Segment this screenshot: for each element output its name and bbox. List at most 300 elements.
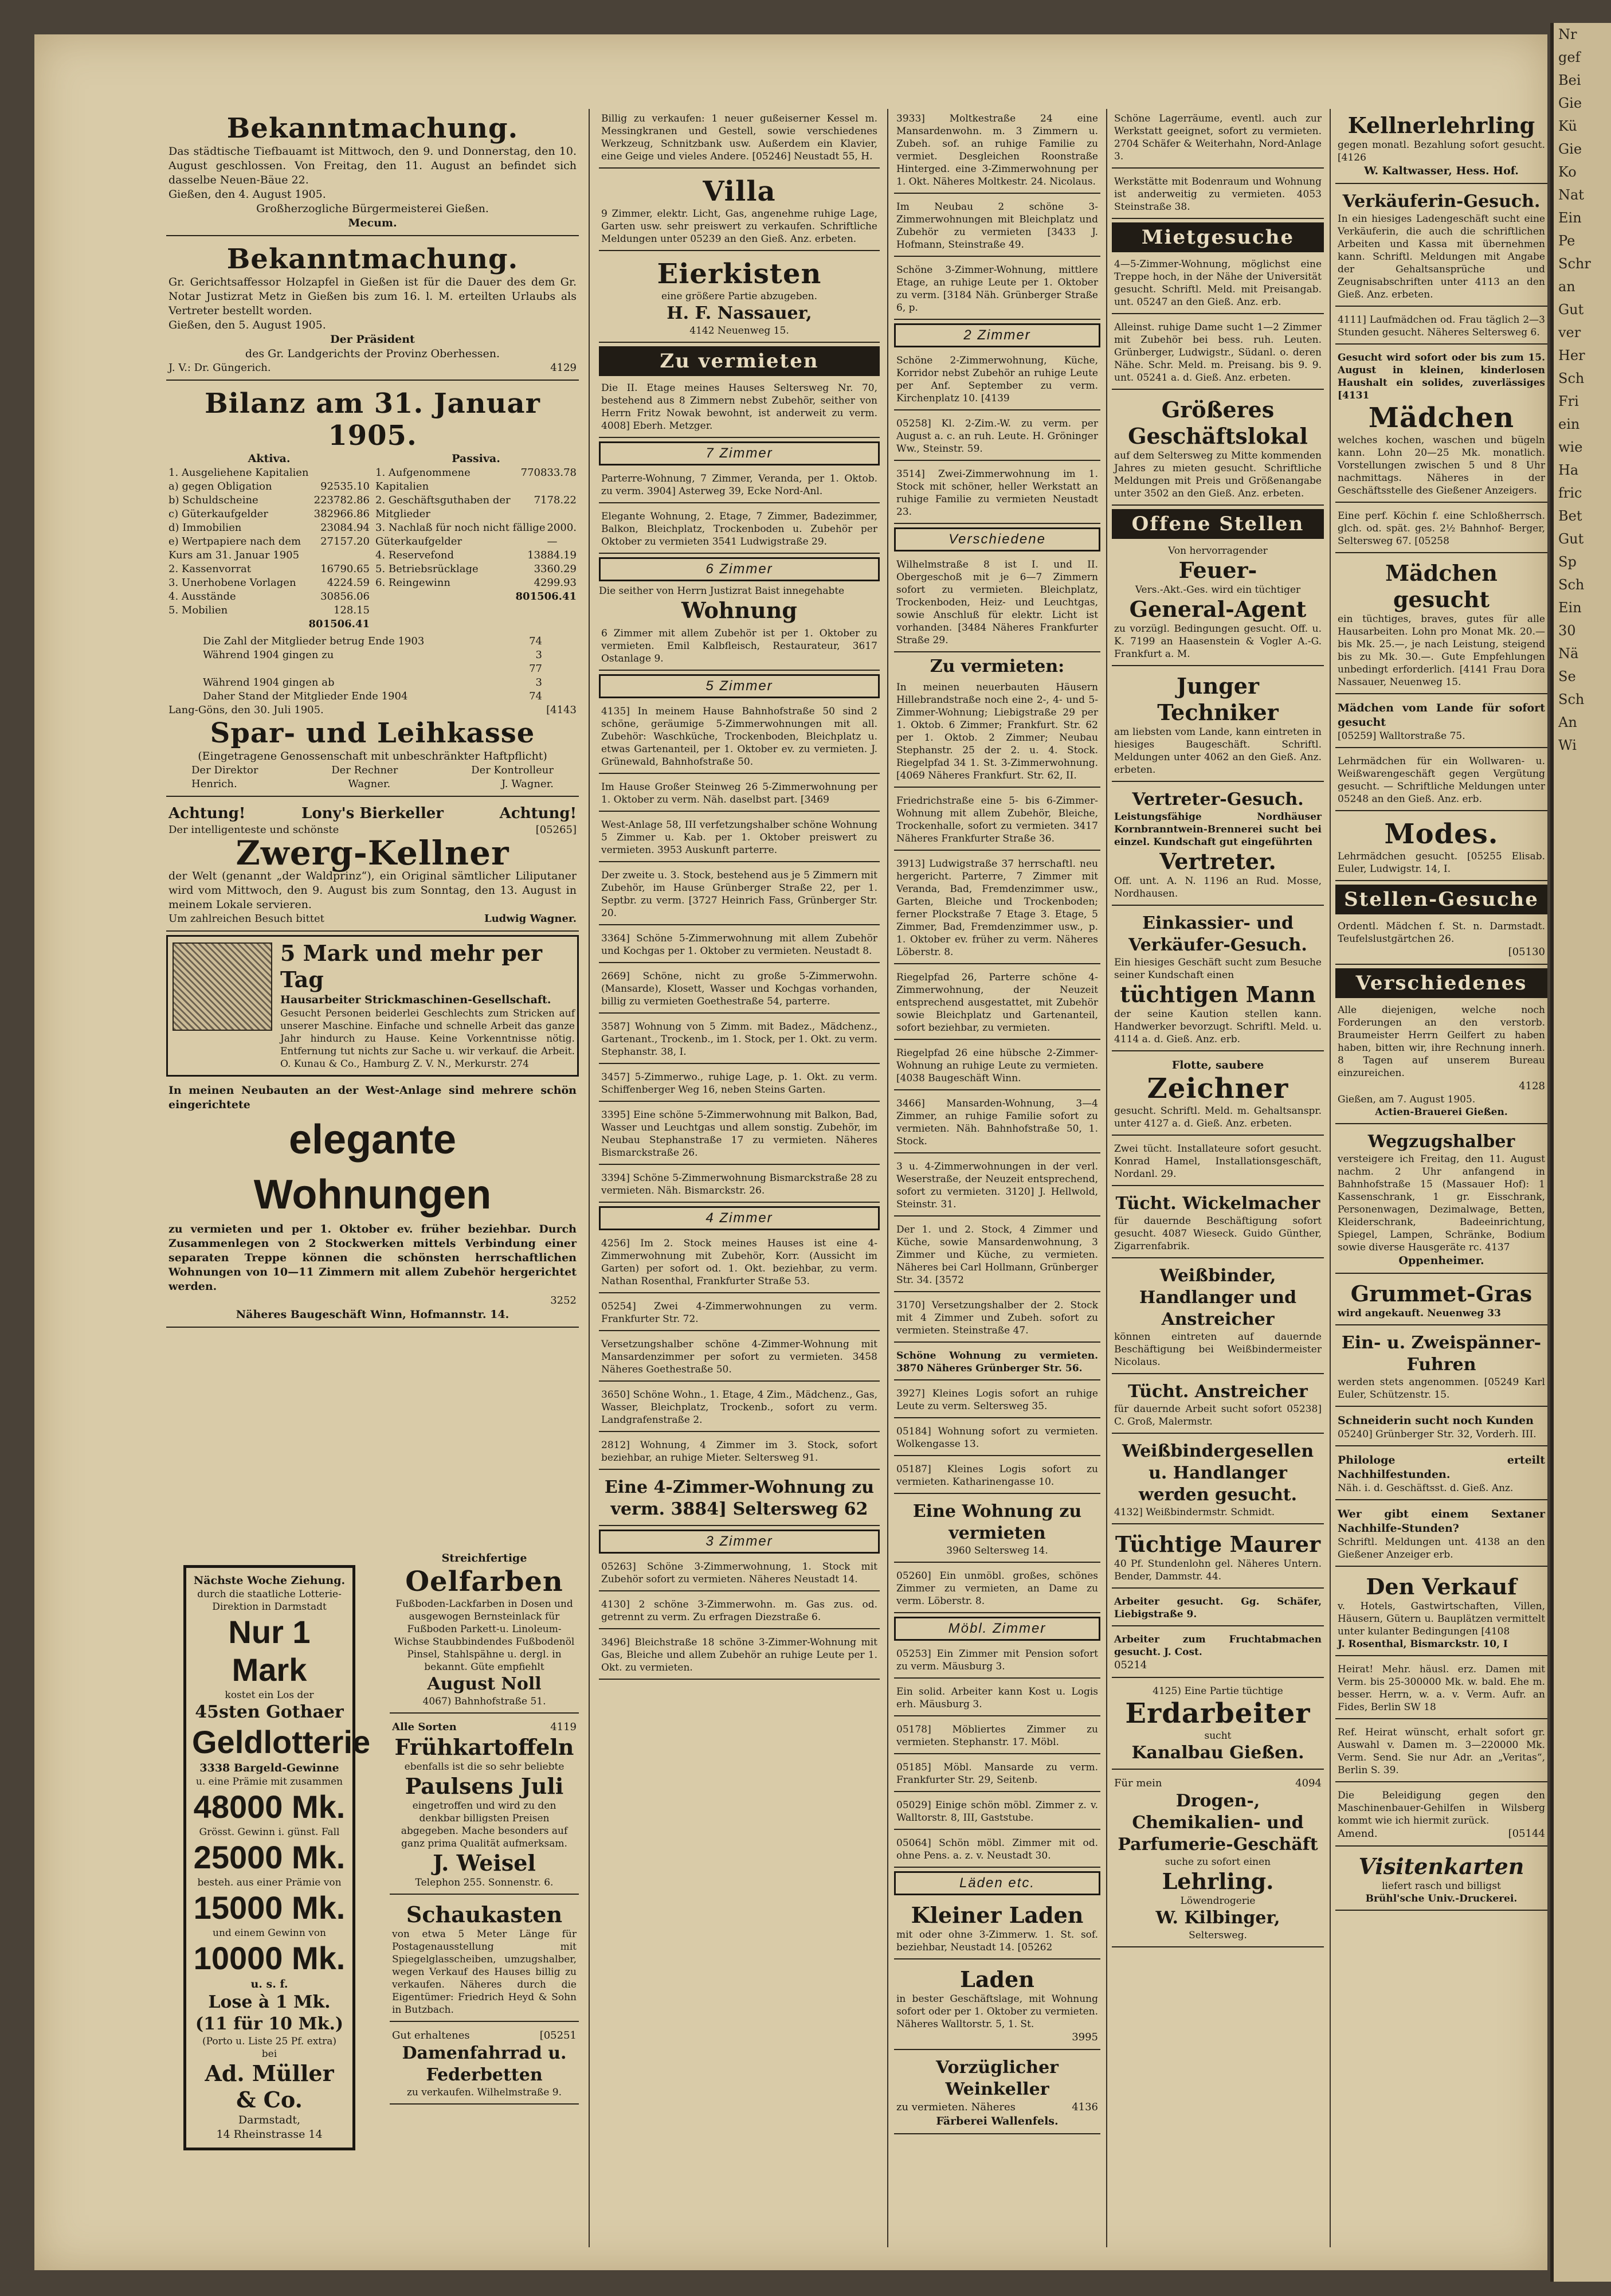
ad-text: am liebsten vom Lande, kann eintreten in hiesiges Baugeschäft. Schriftl. Meldungen unter 4062 an den Gieß. Anz. erbeten. bbox=[1114, 726, 1322, 776]
ad-signature: Näheres Baugeschäft Winn, Hofmannstr. 14. bbox=[236, 1308, 509, 1321]
ad-text: auf dem Seltersweg zu Mitte kommenden Jahres zu mieten gesucht. Schriftliche Meldungen mit Preis und Größenangabe unter 3502 an den Gieß. Anz. erbeten. bbox=[1114, 450, 1322, 499]
ad-text: Für mein bbox=[1114, 1777, 1162, 1789]
ad-firm: W. Kilbinger, bbox=[1155, 1908, 1280, 1928]
classified-ad: Versetzungshalber schöne 4-Zimmer-Wohnung mit Mansardenzimmer per sofort zu vermieten. 3458 Näheres Goethestraße 50. bbox=[599, 1335, 880, 1382]
lottery-text: und einem Gewinn von bbox=[213, 1927, 326, 1939]
ad-headline: Weißbinder, Handlanger und Anstreicher bbox=[1139, 1266, 1297, 1329]
ledger-label: 4. Ausstände bbox=[168, 590, 236, 603]
ad-fuhren bbox=[1335, 1329, 1547, 1407]
ad-text: in bester Geschäftslage, mit Wohnung sofort oder per 1. Oktober zu vermieten. Näheres Walltorstr. 5, 1. St. bbox=[896, 1993, 1098, 2030]
ledger-row bbox=[375, 466, 577, 494]
ad-text: In ein hiesiges Ladengeschäft sucht eine Verkäuferin, die auch die schriftlichen Arbeiten und Kassa mit übernehmen kann. Schriftl. Meldungen mit Angabe der Gehaltsansprüche und Zeugnisabschriften unter 4113 an den Gieß. Anz. erbeten. bbox=[1338, 213, 1545, 300]
classified-ad: 05258] Kl. 2-Zim.-W. zu verm. per August a. c. an ruh. Leute. H. Gröninger Ww., Steinstr. 59. bbox=[894, 414, 1100, 461]
ledger-label: e) Wertpapiere nach dem Kurs am 31. Januar 1905 bbox=[168, 535, 301, 561]
ad-headline: Junger Techniker bbox=[1157, 673, 1279, 725]
ad-grummet bbox=[1335, 1277, 1547, 1325]
ad-number: [05144 bbox=[1508, 1828, 1545, 1840]
facing-page-fragment: an bbox=[1558, 279, 1575, 295]
classified-ad: 05185] Möbl. Mansarde zu verm. Frankfurter Str. 29, Seitenb. bbox=[894, 1758, 1100, 1792]
facing-page-fragment: Bet bbox=[1558, 508, 1582, 524]
classified-ad: Schöne Wohnung zu vermieten. 3870 Näheres Grünberger Str. 56. bbox=[894, 1346, 1100, 1380]
ad-headline: Erdarbeiter bbox=[1125, 1697, 1311, 1730]
ledger-value: 30856.06 bbox=[320, 590, 370, 603]
ad-eierkisten bbox=[599, 255, 880, 343]
notice-signature: Der Präsident bbox=[330, 333, 415, 346]
classified-ad: Ref. Heirat wünscht, erhalt sofort gr. Auswahl v. Damen m. 3—220000 Mk. Verm. Send. Sie nur Adr. an „Veritas“, Berlin S. 39. bbox=[1335, 1723, 1547, 1782]
classified-ad: 05178] Möbliertes Zimmer zu vermieten. Stephanstr. 17. Möbl. bbox=[894, 1720, 1100, 1754]
facing-page-fragment: Nä bbox=[1558, 646, 1579, 662]
ad-headline: Lehrling. bbox=[1162, 1868, 1274, 1894]
facing-page-fragment: 30 bbox=[1558, 623, 1576, 639]
ad-zwerg-kellner bbox=[166, 800, 579, 932]
classified-ad: Der 1. und 2. Stock, 4 Zimmer und Küche, sowie Mansardenwohnung, 3 Zimmer und Küche, zu vermieten. Näheres bei Carl Hollmann, Grünberger Str. 34. [3572 bbox=[894, 1220, 1100, 1292]
ad-headline: Oelfarben bbox=[405, 1566, 563, 1598]
classified-ad: 3927] Kleines Logis sofort an ruhige Leute zu verm. Seltersweg 35. bbox=[894, 1384, 1100, 1418]
ad-text: Seltersweg. bbox=[1189, 1930, 1247, 1941]
lottery-price: Nur 1 Mark bbox=[228, 1614, 311, 1688]
facing-page-fragment: Gut bbox=[1558, 302, 1584, 318]
section-header-offene-stellen: Offene Stellen bbox=[1112, 509, 1324, 539]
ad-text: Hausarbeiter Strickmaschinen-Gesellschaft. bbox=[280, 994, 551, 1006]
ad-text: 4132] Weißbindermstr. Schmidt. bbox=[1114, 1507, 1275, 1518]
ad-vertreter bbox=[1112, 785, 1324, 906]
ad-headline: Philologe erteilt Nachhilfestunden. bbox=[1338, 1454, 1545, 1481]
ad-zeichner bbox=[1112, 1055, 1324, 1136]
ad-firm: August Noll bbox=[427, 1674, 542, 1694]
ad-modes bbox=[1335, 815, 1547, 881]
classified-ad bbox=[1335, 917, 1547, 965]
lottery-text: u. s. f. bbox=[250, 1978, 288, 1990]
ad-anstreicher bbox=[1112, 1378, 1324, 1434]
ledger-row bbox=[375, 494, 577, 521]
ad-headline: Kellnerlehrling bbox=[1347, 112, 1535, 138]
balance-title: Bilanz am 31. Januar 1905. bbox=[205, 388, 540, 452]
ledger-row bbox=[168, 521, 370, 535]
notice-title: Bekanntmachung. bbox=[226, 112, 519, 144]
ad-text: für dauernde Beschäftigung sofort gesucht. 4087 Wieseck. Guido Günther, Zigarrenfabrik. bbox=[1114, 1215, 1322, 1252]
facing-page-fragment: Pe bbox=[1558, 233, 1575, 249]
ledger-row bbox=[168, 466, 370, 480]
ad-text: Flotte, saubere bbox=[1171, 1059, 1264, 1071]
ad-headline: Villa bbox=[703, 175, 776, 208]
ad-text: gesucht. Schriftl. Meld. m. Gehaltsanspr. unter 4127 a. d. Gieß. Anz. erbeten. bbox=[1114, 1105, 1322, 1129]
lottery-text: besteh. aus einer Prämie von bbox=[197, 1877, 342, 1888]
classified-ad: Der zweite u. 3. Stock, bestehend aus je 5 Zimmern mit Zubehör, im Hause Grünberger Straße 22, per 1. Septbr. zu verm. [3727 Heinrich Fass, Grünberger Str. 20. bbox=[599, 866, 880, 925]
ad-laden bbox=[894, 1963, 1100, 2050]
ad-headline: Schaukasten bbox=[406, 1902, 563, 1927]
ad-text: [05259] Walltorstraße 75. bbox=[1338, 730, 1465, 742]
ad-text: Alle diejenigen, welche noch Forderungen an den verstorb. Braumeister Herrn Geilfert zu haben haben, bitten wir, ihre Rechnung innerh. 8 Tagen auf unserem Bureau einzureichen. bbox=[1338, 1004, 1545, 1079]
column-rule bbox=[589, 109, 590, 2247]
ad-text: Leistungsfähige Nordhäuser Kornbranntwein-Brennerei sucht bei einzel. Kundschaft gut eingeführten bbox=[1114, 811, 1322, 848]
ad-headline: Paulsens Juli bbox=[405, 1773, 564, 1799]
ad-text: zu vermieten und per 1. Oktober ev. früher beziehbar. Durch Zusammenlegen von 2 Stockwerken mittels Verbindung einer separaten Treppe können die schönsten herrschaftlichen Wohnungen von 10—11 Zimmern mit allem Zubehör hergerichtet werden. bbox=[168, 1223, 577, 1293]
ad-firm: H. F. Nassauer, bbox=[667, 303, 812, 323]
ledger-value: 3 bbox=[535, 676, 542, 689]
notice-title: Bekanntmachung. bbox=[226, 243, 519, 275]
facing-page-fragment: ein bbox=[1558, 416, 1580, 432]
facing-page-fragment: An bbox=[1558, 714, 1577, 730]
ad-headline: Zu vermieten: bbox=[930, 656, 1065, 676]
ledger-value: 27157.20 bbox=[320, 535, 370, 547]
ad-headline: Einkassier- und Verkäufer-Gesuch. bbox=[1128, 913, 1307, 955]
ad-text: welches kochen, waschen und bügeln kann. Lohn 20—25 Mk. monatlich. Vorstellungen zwischen 5 und 8 Uhr nachmittags. Näheres in der Geschäftsstelle des Gießener Anzeigers. bbox=[1338, 435, 1545, 496]
ad-weissbinder bbox=[1112, 1262, 1324, 1374]
passiva-sum: 801506.41 bbox=[515, 590, 577, 603]
ledger-row bbox=[203, 635, 542, 648]
ledger-label: d) Immobilien bbox=[168, 522, 242, 534]
classified-ad: 3364] Schöne 5-Zimmerwohnung mit allem Zubehör und Kochgas per 1. Oktober zu vermieten. Neustadt 8. bbox=[599, 929, 880, 963]
ad-text: In meinen Neubauten an der West-Anlage sind mehrere schön eingerichtete bbox=[168, 1084, 577, 1111]
ad-headline: Drogen-, Chemikalien- und Parfumerie-Geschäft bbox=[1118, 1791, 1318, 1855]
ad-text: Schriftl. Meldungen unt. 4138 an den Gießener Anzeiger erb. bbox=[1338, 1536, 1545, 1560]
ledger-label: Die Zahl der Mitglieder betrug Ende 1903 bbox=[203, 635, 425, 647]
ad-text: 05240] Grünberger Str. 32, Vorderh. III. bbox=[1338, 1429, 1536, 1440]
spar-title: Spar- und Leihkasse bbox=[210, 717, 535, 749]
classified-ad: 05253] Ein Zimmer mit Pension sofort zu verm. Mäusburg 3. bbox=[894, 1644, 1100, 1679]
ad-headline: Vorzüglicher Weinkeller bbox=[936, 2058, 1059, 2099]
classified-ad: Ein solid. Arbeiter kann Kost u. Logis erh. Mäusburg 3. bbox=[894, 1682, 1100, 1716]
classified-ad: Schöne 2-Zimmerwohnung, Küche, Korridor nebst Zubehör an ruhige Leute per Anf. September zu verm. Kirchenplatz 10. [4139 bbox=[894, 351, 1100, 410]
ledger-row bbox=[168, 604, 370, 617]
ad-text: der seine Kaution stellen kann. Handwerker bevorzugt. Schriftl. Meld. u. 4114 a. d. Gieß. Anz. erb. bbox=[1114, 1008, 1322, 1045]
ad-text: Die Beleidigung gegen den Maschinenbauer-Gehilfen in Wilsberg kommt wie ich hiermit zurück. bbox=[1338, 1790, 1545, 1826]
ledger-label: Während 1904 gingen ab bbox=[203, 676, 335, 689]
lottery-heading: Nächste Woche Ziehung. bbox=[193, 1574, 346, 1587]
ledger-value: 92535.10 bbox=[320, 480, 370, 492]
subsection-3-zimmer: 3 Zimmer bbox=[599, 1530, 880, 1554]
ad-text: liefert rasch und billigst bbox=[1382, 1880, 1501, 1892]
classified-ad: 3170] Versetzungshalber der 2. Stock mit 4 Zimmer und Zubeh. sofort zu vermieten. Steinstraße 47. bbox=[894, 1296, 1100, 1343]
ad-text: Streichfertige bbox=[441, 1552, 527, 1564]
member-count-list bbox=[203, 635, 542, 703]
ad-text: zu vermieten. Näheres bbox=[896, 2101, 1016, 2113]
classified-ad: Riegelpfad 26 eine hübsche 2-Zimmer-Wohnung an ruhige Leute zu vermieten. [4038 Baugeschäft Winn. bbox=[894, 1043, 1100, 1090]
ad-headline: Ein- u. Zweispänner-Fuhren bbox=[1341, 1333, 1542, 1375]
classified-ad: Elegante Wohnung, 2. Etage, 7 Zimmer, Badezimmer, Balkon, Bleichplatz, Trockenboden u. Zubehör per Oktober zu vermieten 3541 Ludwigstraße 29. bbox=[599, 507, 880, 554]
ad-sextaner bbox=[1335, 1504, 1547, 1567]
ledger-label: 5. Betriebsrücklage bbox=[375, 563, 479, 575]
ledger-label: 1. Aufgenommene Kapitalien bbox=[375, 467, 471, 492]
subsection-6-zimmer: 6 Zimmer bbox=[599, 557, 880, 581]
ad-headline: Tücht. Anstreicher bbox=[1128, 1382, 1308, 1402]
lottery-amount: 25000 Mk. bbox=[193, 1839, 346, 1875]
section-header-stellen-gesuche: Stellen-Gesuche bbox=[1335, 885, 1547, 914]
ad-beleidigung bbox=[1335, 1786, 1547, 1847]
ad-number: 4128 bbox=[1519, 1080, 1545, 1092]
ad-kartoffeln bbox=[390, 1717, 579, 1895]
section-header-mietgesuche: Mietgesuche bbox=[1112, 222, 1324, 252]
aktiva-list bbox=[168, 466, 370, 617]
ad-text: Gesucht wird sofort oder bis zum 15. August in kleinen, kinderlosen Haushalt ein solides, zuverlässiges [4131 bbox=[1338, 352, 1545, 401]
ad-headline: tüchtigen Mann bbox=[1120, 981, 1316, 1007]
ad-headline: Schneiderin sucht noch Kunden bbox=[1338, 1414, 1534, 1427]
classified-ad: 4135] In meinem Hause Bahnhofstraße 50 sind 2 schöne, geräumige 5-Zimmerwohnungen mit all. Zubehör: Waschküche, Trockenboden, Bleichplatz u. etwas Gartenanteil, per 1. Oktober ev. zu vermieten. J. Grünewald, Bahnhofstraße 50. bbox=[599, 702, 880, 774]
ad-headline: General-Agent bbox=[1129, 596, 1307, 622]
ad-headline: Damenfahrrad u. Federbetten bbox=[402, 2043, 567, 2085]
facing-page-fragment: Wi bbox=[1558, 737, 1577, 753]
classified-ad: 05187] Kleines Logis sofort zu vermieten. Katharinengasse 10. bbox=[894, 1460, 1100, 1494]
ledger-label: c) Güterkaufgelder bbox=[168, 508, 268, 520]
ad-text: können eintreten auf dauernde Beschäftigung bei Weißbindermeister Nicolaus. bbox=[1114, 1331, 1322, 1368]
classified-ad: Lehrmädchen für ein Wollwaren- u. Weißwarengeschäft gegen Vergütung gesucht. — Schriftliche Meldungen unter 05248 an den Gieß. Anz. erb. bbox=[1335, 752, 1547, 811]
ad-headline: Wohnung bbox=[681, 597, 797, 623]
ad-philologe bbox=[1335, 1450, 1547, 1500]
column-5 bbox=[1335, 109, 1547, 2247]
ad-maedchen bbox=[1335, 348, 1547, 503]
lottery-title: Geldlotterie bbox=[192, 1724, 371, 1760]
ledger-label: 3. Unerhobene Vorlagen bbox=[168, 577, 296, 589]
ad-headline: Kleiner Laden bbox=[911, 1902, 1084, 1928]
ad-firm: Kanalbau Gießen. bbox=[1131, 1743, 1304, 1763]
ad-text: Telephon 255. Sonnenstr. 6. bbox=[415, 1877, 554, 1888]
ledger-row bbox=[168, 507, 370, 521]
ledger-label: 1. Ausgeliehene Kapitalien bbox=[168, 467, 309, 479]
balance-place: Lang-Göns, den 30. Juli 1905. bbox=[168, 704, 324, 716]
ad-headline: Den Verkauf bbox=[1366, 1574, 1517, 1599]
ledger-label: Während 1904 gingen zu bbox=[203, 649, 334, 661]
ledger-value: 16790.65 bbox=[320, 563, 370, 575]
ledger-value: 3 bbox=[535, 649, 542, 661]
ad-firm: Oppenheimer. bbox=[1398, 1254, 1484, 1267]
ad-headline: Tüchtige Maurer bbox=[1115, 1531, 1321, 1557]
ledger-row bbox=[168, 535, 370, 562]
notice-place: Gießen, den 4. August 1905. bbox=[168, 188, 326, 201]
ad-villa bbox=[599, 172, 880, 251]
ad-headline: Feuer- bbox=[1178, 557, 1257, 583]
ad-headline: Vertreter-Gesuch. bbox=[1132, 789, 1304, 809]
ad-general-agent bbox=[1112, 541, 1324, 666]
facing-page-fragment: Gut bbox=[1558, 531, 1584, 547]
classified-ad: 3395] Eine schöne 5-Zimmerwohnung mit Balkon, Bad, Wasser und Leuchtgas und allem sonstig. Zubehör, im Neubau Stephanstraße 17 zu vermieten. Näheres Bismarckstraße 26. bbox=[599, 1105, 880, 1165]
ledger-row bbox=[375, 576, 577, 590]
ledger-label: 6. Reingewinn bbox=[375, 577, 450, 589]
ad-signature: Ludwig Wagner. bbox=[484, 913, 577, 925]
ad-techniker bbox=[1112, 670, 1324, 782]
role-label: Der Direktor bbox=[191, 764, 258, 776]
notice-text: Das städtische Tiefbauamt ist Mittwoch, den 9. und Donnerstag, den 10. August geschlossen. Von Freitag, den 11. August an befindet sich dasselbe Neuen-Bäue 22. bbox=[168, 145, 577, 186]
ledger-row bbox=[375, 549, 577, 562]
classified-ad bbox=[894, 1497, 1100, 1563]
classified-ad: 3457] 5-Zimmerwo., ruhige Lage, p. 1. Okt. zu verm. Schiffenberger Weg 16, neben Steins Garten. bbox=[599, 1067, 880, 1102]
classified-ad: 3 u. 4-Zimmerwohnungen in der verl. Weserstraße, der Neuzeit entsprechend, sofort zu vermieten. 3120] J. Hellwold, Steinstr. 31. bbox=[894, 1157, 1100, 1217]
role-name: Henrich. bbox=[191, 778, 237, 790]
classified-ad: 3514] Zwei-Zimmerwohnung im 1. Stock mit schöner, heller Werkstatt an ruhige Familie zu vermieten Neustadt 23. bbox=[894, 464, 1100, 524]
ad-number: [05251 bbox=[539, 2029, 577, 2041]
ad-number: 4094 bbox=[1295, 1777, 1322, 1789]
facing-page-fragment: Bei bbox=[1558, 72, 1581, 88]
ad-number: 3252 bbox=[550, 1294, 577, 1307]
notice-signature: J. V.: Dr. Güngerich. bbox=[168, 362, 271, 374]
section-header-verschiedenes: Verschiedenes bbox=[1335, 968, 1547, 998]
ledger-row bbox=[168, 480, 370, 494]
classified-ad: 4130] 2 schöne 3-Zimmerwohn. m. Gas zus. od. getrennt zu verm. Zu erfragen Diezstraße 6. bbox=[599, 1595, 880, 1629]
ad-kellnerlehrling bbox=[1335, 109, 1547, 184]
classified-ad: Parterre-Wohnung, 7 Zimmer, Veranda, per 1. Oktob. zu verm. 3904] Asterweg 39, Ecke Nord-Anl. bbox=[599, 469, 880, 503]
ad-firm: J. Weisel bbox=[433, 1850, 536, 1876]
subsection-laeden: Läden etc. bbox=[894, 1871, 1100, 1895]
facing-page-fragment: Sp bbox=[1558, 554, 1577, 570]
ad-headline: Zwerg-Kellner bbox=[236, 834, 509, 873]
ad-headline: Mädchen gesucht bbox=[1385, 560, 1498, 612]
ledger-label: b) Schuldscheine bbox=[168, 494, 258, 506]
ledger-value: 4299.93 bbox=[534, 577, 577, 589]
column-1 bbox=[166, 109, 579, 1531]
ledger-row bbox=[203, 648, 542, 662]
role-name: Wagner. bbox=[348, 778, 391, 790]
classified-ad: 3587] Wohnung von 5 Zimm. mit Badez., Mädchenz., Gartenant., Trockenb., im 1. Stock, per 1. Okt. zu verm. Stephanstr. 38, I. bbox=[599, 1017, 880, 1064]
classified-ad: Eine perf. Köchin f. eine Schloßherrsch. glch. od. spät. ges. 2½ Bahnhof- Berger, Seltersweg 67. [05258 bbox=[1335, 506, 1547, 553]
ledger-value: 13884.19 bbox=[527, 549, 577, 561]
notice-signature: Mecum. bbox=[348, 217, 397, 229]
ad-verkaeuferin bbox=[1335, 187, 1547, 307]
ad-text: Um zahlreichen Besuch bittet bbox=[168, 913, 324, 925]
ad-text: 9 Zimmer, elektr. Licht, Gas, angenehme ruhige Lage, Garten usw. sehr preiswert zu verkaufen. Schriftliche Meldungen unter 05239 an den Gieß. Anz. erbeten. bbox=[601, 208, 877, 245]
classified-ad: Die seither von Herrn Justizrat Baist innegehabte bbox=[599, 585, 845, 597]
ledger-label: 4. Reservefond bbox=[375, 549, 454, 561]
facing-page-fragment: Her bbox=[1558, 347, 1585, 363]
classified-ad: 3933] Moltkestraße 24 eine Mansardenwohn. m. 3 Zimmern u. Zubeh. sof. an ruhige Familie zu vermiet. Desgleichen Roonstraße Hinterged. eine 3-Zimmerwohnung per 1. Okt. Näheres Moltkestr. 24. Nicolaus. bbox=[894, 109, 1100, 194]
classified-ad: Friedrichstraße eine 5- bis 6-Zimmer-Wohnung mit allem Zubehör, Bleiche, Trockenhalle, sofort zu vermieten. 3417 Näheres Frankfurter Straße 36. bbox=[894, 791, 1100, 851]
ad-headline: Grummet-Gras bbox=[1350, 1281, 1532, 1307]
ad-verkauf bbox=[1335, 1570, 1547, 1656]
classified-ad: Alleinst. ruhige Dame sucht 1—2 Zimmer mit Zubehör bei bess. ruh. Leuten. Grünberger, Ludwigstr., Südanl. o. deren Nähe. Schr. Meld. m. Preisang. bis 9. 9. unt. 05241 a. d. Gieß. Anz. erbeten. bbox=[1112, 318, 1324, 390]
classified-ad: 05254] Zwei 4-Zimmerwohnungen zu verm. Frankfurter Str. 72. bbox=[599, 1297, 880, 1331]
ad-headline: 5 Mark und mehr per Tag bbox=[280, 940, 543, 992]
ad-text: Lehrmädchen gesucht. [05255 Elisab. Euler, Ludwigstr. 14, I. bbox=[1338, 851, 1545, 875]
ledger-label: a) gegen Obligation bbox=[168, 480, 272, 492]
subsection-moebl-zimmer: Möbl. Zimmer bbox=[894, 1617, 1100, 1641]
ad-visitenkarten bbox=[1335, 1850, 1547, 1911]
ad-text: Achtung! bbox=[499, 805, 577, 822]
facing-page-edge bbox=[1550, 23, 1611, 2282]
column-rule bbox=[1106, 109, 1107, 2247]
ad-text: versteigere ich Freitag, den 11. August nachm. 2 Uhr anfangend in Bahnhofstraße 15 (Massauer Hof): 1 Kassenschrank, 1 gr. Eisschrank, Personenwagen, Dezimalwage, Betten, Kleiderschrank, Badeeinrichtung, Spiegel, Lampen, Schränke, Bodium sowie diverse Hausgeräte rc. 4137 bbox=[1338, 1153, 1545, 1253]
ad-text: suche zu sofort einen bbox=[1165, 1856, 1271, 1868]
notice-tiefbauamt bbox=[166, 109, 579, 236]
ledger-value: 128.15 bbox=[334, 604, 370, 616]
ledger-label: 2. Kassenvorrat bbox=[168, 563, 251, 575]
ad-firm: Actien-Brauerei Gießen. bbox=[1375, 1106, 1508, 1118]
subsection-4-zimmer: 4 Zimmer bbox=[599, 1206, 880, 1230]
ad-text: 4142 Neuenweg 15. bbox=[689, 325, 789, 337]
lottery-text: kostet ein Los der bbox=[225, 1689, 314, 1701]
ad-headline: Verkäuferin-Gesuch. bbox=[1342, 191, 1541, 212]
column-4 bbox=[1112, 109, 1324, 2247]
ad-headline: Wegzugshalber bbox=[1367, 1132, 1515, 1152]
facing-page-fragment: Fri bbox=[1558, 393, 1579, 409]
role-label: Der Kontrolleur bbox=[471, 764, 554, 776]
classified-ad: 4111] Laufmädchen od. Frau täglich 2—3 Stunden gesucht. Näheres Seltersweg 6. bbox=[1335, 310, 1547, 345]
notice-gericht bbox=[166, 240, 579, 381]
facing-page-fragment: Kü bbox=[1558, 118, 1577, 134]
ad-text: Vers.-Akt.-Ges. wird ein tüchtiger bbox=[1135, 584, 1301, 596]
classified-ad: Arbeiter gesucht. Gg. Schäfer, Liebigstraße 9. bbox=[1112, 1592, 1324, 1626]
ad-number: 4119 bbox=[550, 1721, 577, 1733]
ad-text: eine größere Partie abzugeben. bbox=[661, 291, 817, 302]
ad-firm: Färberei Wallenfels. bbox=[936, 2115, 1059, 2127]
ad-text: Achtung! bbox=[168, 805, 246, 822]
ledger-value: 223782.86 bbox=[313, 494, 370, 506]
facing-page-fragment: Gie bbox=[1558, 95, 1582, 111]
classified-ad: 3466] Mansarden-Wohnung, 3—4 Zimmer, an ruhige Familie sofort zu vermieten. Näh. Bahnhofstraße 50, 1. Stock. bbox=[894, 1094, 1100, 1153]
ad-text: eingetroffen und wird zu den denkbar billigsten Preisen abgegeben. Mache besonders auf ganz prima Qualität aufmerksam. bbox=[401, 1800, 568, 1849]
ad-headline: elegante Wohnungen bbox=[253, 1117, 492, 1218]
ad-firm: W. Kaltwasser, Hess. Hof. bbox=[1364, 165, 1519, 177]
ad-text: Off. unt. A. N. 1196 an Rud. Mosse, Nordhausen. bbox=[1114, 875, 1322, 899]
lottery-text: bei bbox=[261, 2048, 277, 2060]
classified-ad: Die II. Etage meines Hauses Seltersweg Nr. 70, bestehend aus 8 Zimmern nebst Zubehör, seither von Herrn Fritz Nowak bewohnt, ist anderweit zu verm. 4008] Eberh. Metzger. bbox=[599, 378, 880, 438]
ledger-row bbox=[168, 576, 370, 590]
ad-number: [05130 bbox=[1508, 946, 1545, 958]
classified-ad: 6 Zimmer mit allem Zubehör ist per 1. Oktober zu vermieten. Emil Kalbfleisch, Restaurateur, 3617 Ostanlage 9. bbox=[599, 624, 880, 671]
ad-number: 05214 bbox=[1114, 1659, 1147, 1671]
ad-geschaeftslokal bbox=[1112, 393, 1324, 506]
lottery-amount: 48000 Mk. bbox=[193, 1789, 346, 1825]
facing-page-fragment: ver bbox=[1558, 324, 1581, 341]
ad-headline: Visitenkarten bbox=[1358, 1853, 1524, 1879]
ad-versteigerung bbox=[1335, 1128, 1547, 1274]
ad-text: Von hervorragender bbox=[1168, 545, 1268, 557]
classified-ad bbox=[1112, 1630, 1324, 1678]
ad-text: Alle Sorten bbox=[392, 1721, 457, 1733]
subsection-7-zimmer: 7 Zimmer bbox=[599, 441, 880, 466]
ad-text: mit oder ohne 3-Zimmerw. 1. St. sof. beziehbar, Neustadt 14. [05262 bbox=[896, 1929, 1098, 1953]
ledger-value: 3360.29 bbox=[534, 563, 577, 575]
ad-number: [4143 bbox=[546, 704, 577, 716]
ledger-row bbox=[375, 521, 577, 549]
ad-text: 4125) Eine Partie tüchtige bbox=[1153, 1685, 1283, 1697]
ledger-value: 74 bbox=[529, 635, 542, 647]
classified-ad: 05184] Wohnung sofort zu vermieten. Wolkengasse 13. bbox=[894, 1422, 1100, 1456]
ad-wickelmacher bbox=[1112, 1190, 1324, 1258]
ad-text: Fußboden-Lackfarben in Dosen und ausgewogen Bernsteinlack für Fußboden Parkett-u. Linoleum-Wichse Staubbindendes Fußbodenöl Pinsel, Stahlspähne u. dergl. in bekannt. Güte empfiehlt bbox=[394, 1598, 575, 1673]
classified-ad: Im Hause Großer Steinweg 26 5-Zimmerwohnung per 1. Oktober zu verm. Näh. daselbst part. [3469 bbox=[599, 777, 880, 812]
classified-ad: 2812] Wohnung, 4 Zimmer im 3. Stock, sofort beziehbar, an ruhige Mieter. Seltersweg 91. bbox=[599, 1436, 880, 1470]
facing-page-fragment: Nr bbox=[1558, 26, 1577, 42]
ad-text: gegen monatl. Bezahlung sofort gesucht. [4126 bbox=[1338, 139, 1545, 163]
ad-kleiner-laden bbox=[894, 1899, 1100, 1959]
ad-weissbindergesellen bbox=[1112, 1437, 1324, 1524]
ad-erdarbeiter bbox=[1112, 1681, 1324, 1770]
ad-text: Näh. i. d. Geschäftsst. d. Gieß. Anz. bbox=[1338, 1483, 1514, 1494]
ad-text: Lony's Bierkeller bbox=[301, 805, 444, 822]
facing-page-fragment: wie bbox=[1558, 439, 1583, 455]
facing-page-fragment: Sch bbox=[1558, 577, 1585, 593]
ad-text: 3960 Seltersweg 14. bbox=[946, 1545, 1048, 1556]
ledger-value: 74 bbox=[529, 690, 542, 702]
ad-number: 4129 bbox=[550, 362, 577, 374]
ad-headline: Frühkartoffeln bbox=[394, 1734, 574, 1760]
facing-page-fragment: Nat bbox=[1558, 187, 1584, 203]
ad-text: zu vorzügl. Bedingungen gesucht. Off. u. K. 7199 an Haasenstein & Vogler A.-G. Frankfurt a. M. bbox=[1114, 623, 1322, 660]
subsection-verschiedene: Verschiedene bbox=[894, 527, 1100, 551]
notice-text: Gr. Gerichtsaffessor Holzapfel in Gießen ist für die Dauer des dem Gr. Notar Justizrat Metz in Gießen bis zum 16. l. M. erteilten Urlaubs als Vertreter bestellt worden. bbox=[168, 276, 577, 317]
ad-text: Löwendrogerie bbox=[1180, 1895, 1256, 1907]
ad-strickmaschine bbox=[166, 935, 579, 1077]
classified-ad: 2669] Schöne, nicht zu große 5-Zimmerwohn. (Mansarde), Klosett, Wasser und Kochgas vorhanden, billig zu vermieten Goethestraße 54, parterre. bbox=[599, 967, 880, 1014]
ledger-row bbox=[168, 494, 370, 507]
facing-page-fragment: Gie bbox=[1558, 141, 1582, 157]
ad-headline: Mädchen vom Lande für sofort gesucht bbox=[1338, 702, 1545, 729]
ledger-label: 3. Nachlaß für noch nicht fällige Güterkaufgelder bbox=[375, 522, 546, 547]
ledger-row bbox=[168, 562, 370, 576]
ad-text: Ein hiesiges Geschäft sucht zum Besuche seiner Kundschaft einen bbox=[1114, 957, 1322, 981]
classified-ad: 4—5-Zimmer-Wohnung, möglichst eine Treppe hoch, in der Nähe der Universität gesucht. Schriftl. Meld. mit Preisangab. unt. 05247 an den Gieß. Anz. erb. bbox=[1112, 255, 1324, 314]
lottery-column bbox=[166, 1554, 373, 2247]
classified-ad: Im Neubau 2 schöne 3-Zimmerwohnungen mit Bleichplatz und Zubehör zu vermieten [3433 J. Hofmann, Steinstraße 49. bbox=[894, 197, 1100, 257]
lottery-firm: Ad. Müller & Co. bbox=[205, 2060, 334, 2113]
